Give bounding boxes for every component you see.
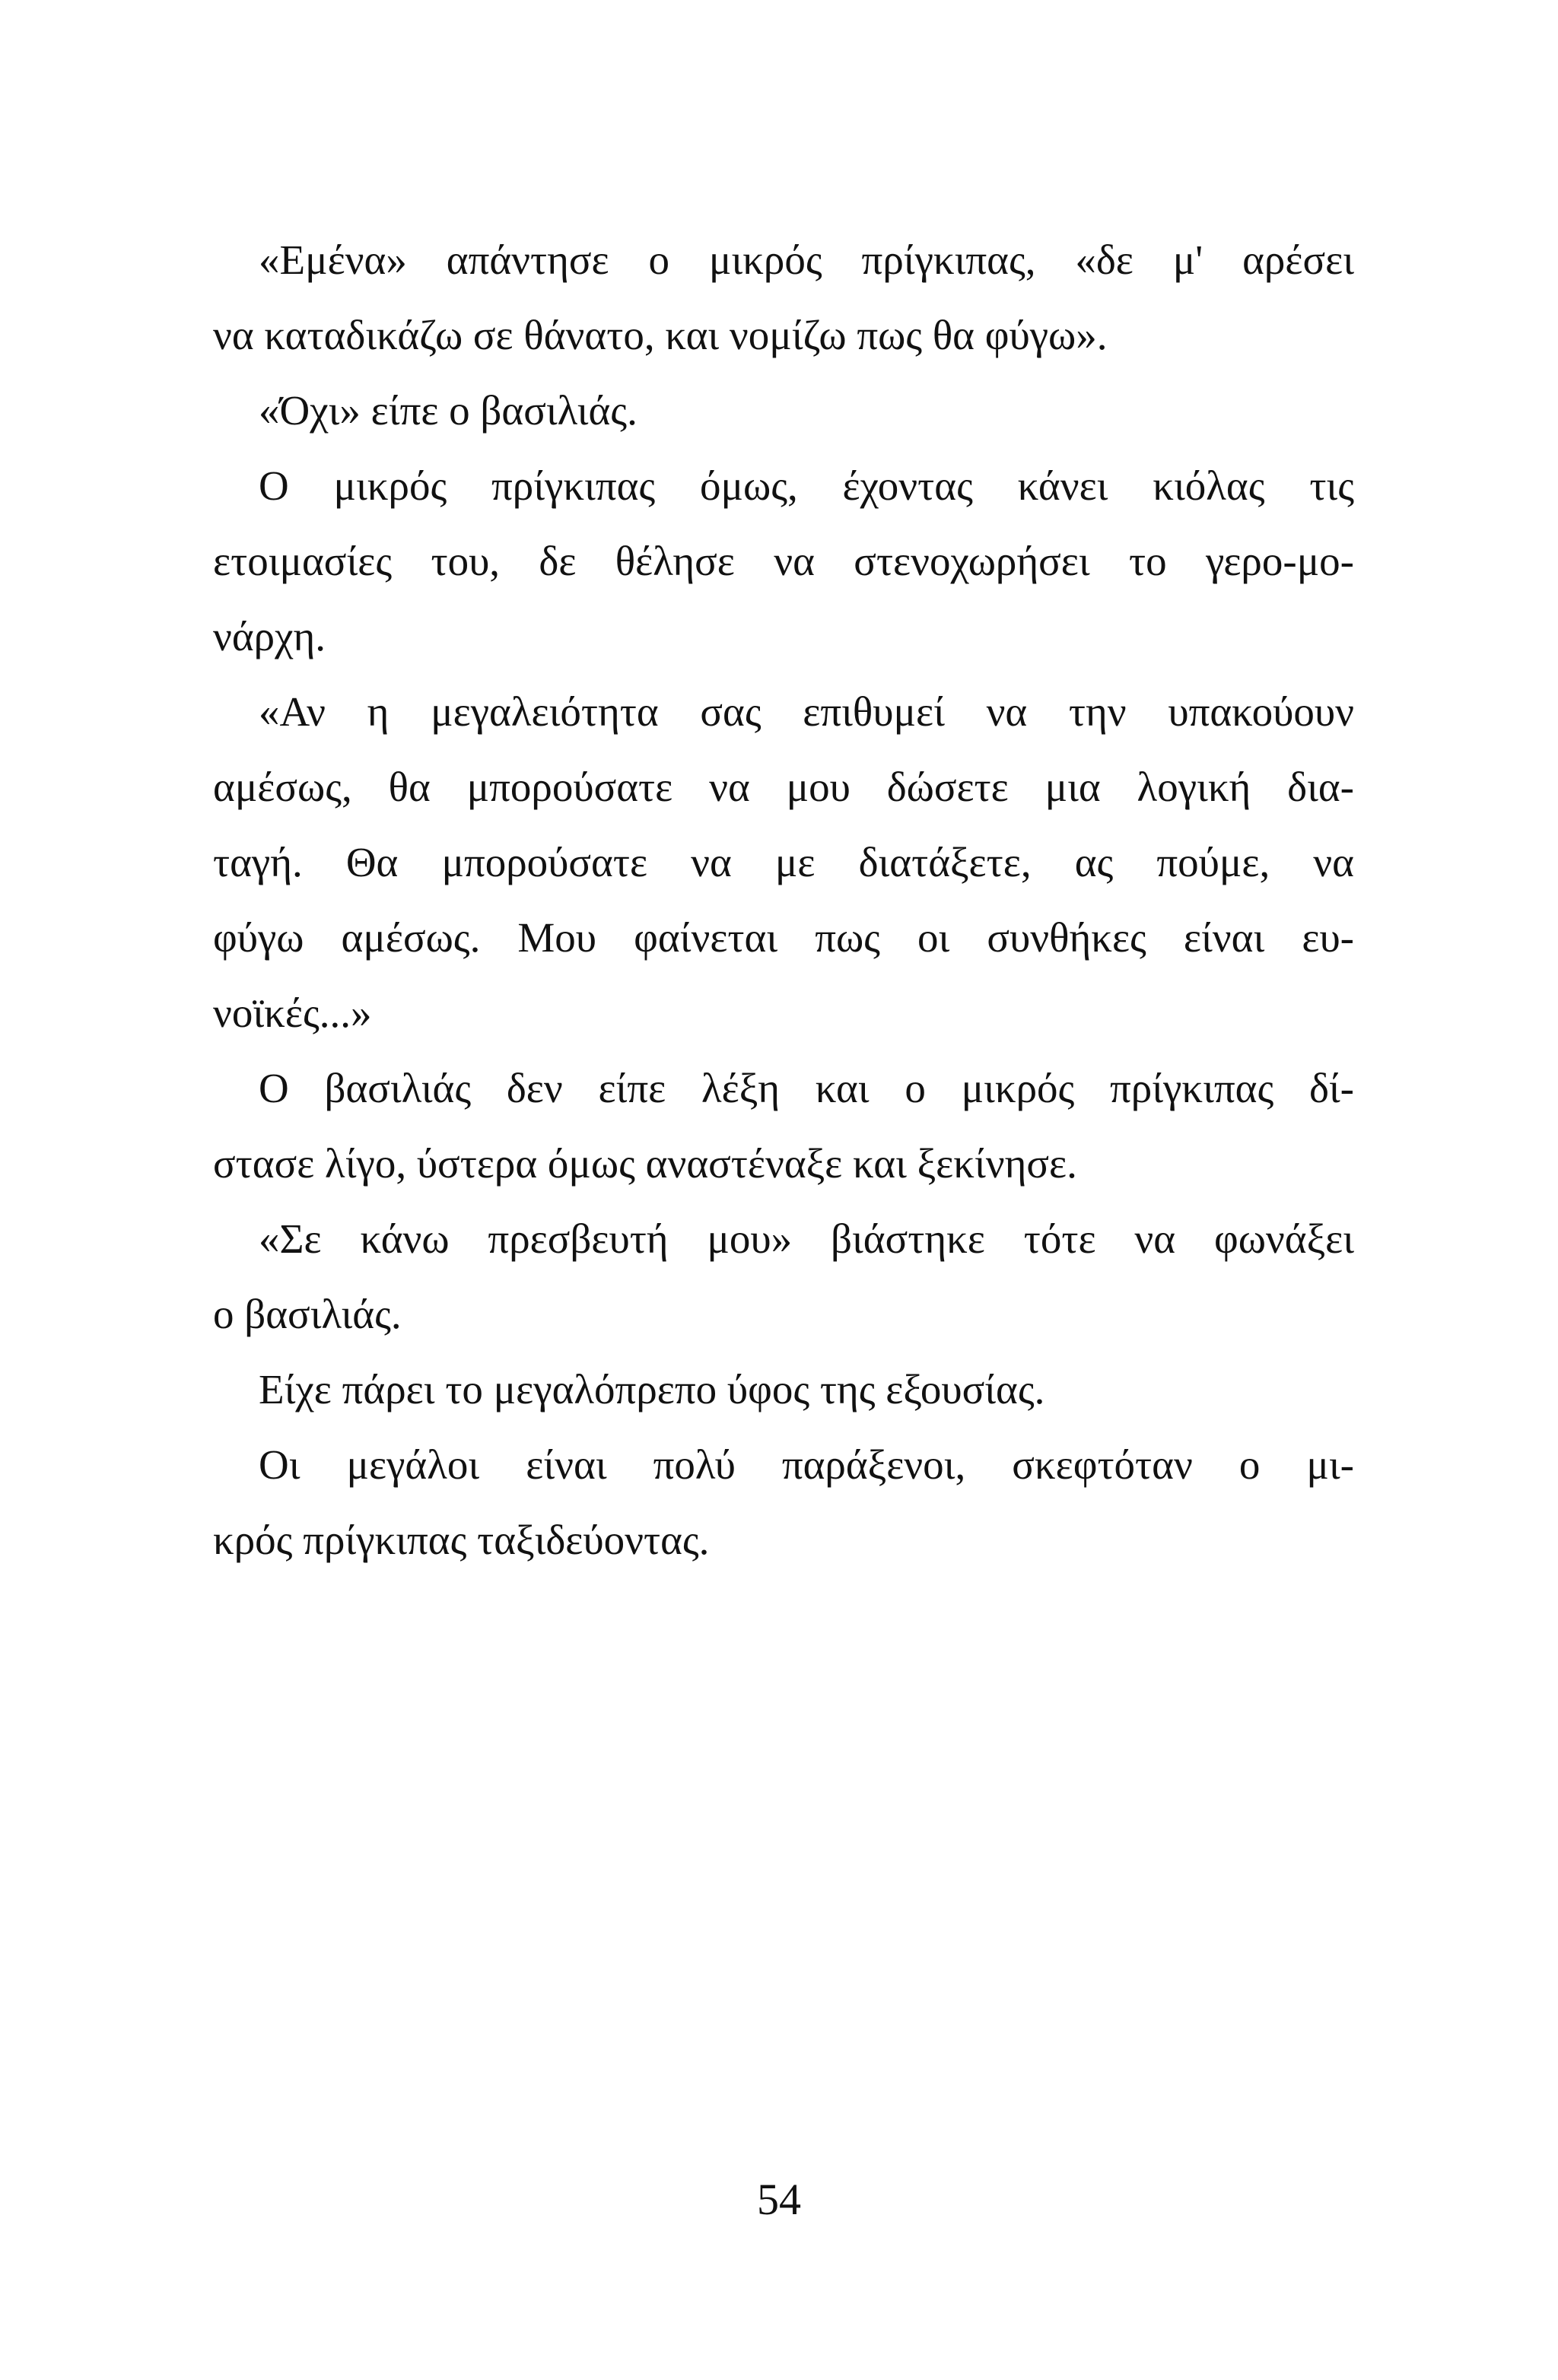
paragraph-2	[213, 373, 1354, 448]
paragraph-3	[213, 448, 1354, 674]
paragraph-7	[213, 1352, 1354, 1427]
page-number: 54	[757, 2175, 801, 2224]
text-line: «Όχι» είπε ο βασιλιάς.	[259, 387, 638, 434]
text-line: «Εμένα» απάντησε ο μικρός πρίγκιπας, «δε μ' αρέσει	[259, 237, 1354, 283]
text-line: Είχε πάρει το μεγαλόπρεπο ύφος της εξουσίας.	[259, 1366, 1045, 1412]
text-line: φύγω αμέσως. Μου φαίνεται πως οι συνθήκες είναι ευ-	[213, 914, 1354, 961]
paragraph-1	[213, 222, 1354, 373]
text-line: κρός πρίγκιπας ταξιδεύοντας.	[213, 1517, 710, 1563]
paragraph-5	[213, 1050, 1354, 1201]
text-line: ετοιμασίες του, δε θέλησε να στενοχωρήσει το γερο-μο-	[213, 538, 1354, 584]
paragraph-6	[213, 1201, 1354, 1352]
text-line: «Σε κάνω πρεσβευτή μου» βιάστηκε τότε να φωνάξει	[259, 1215, 1354, 1262]
text-line: στασε λίγο, ύστερα όμως αναστέναξε και ξεκίνησε.	[213, 1140, 1077, 1187]
text-line: ταγή. Θα μπορούσατε να με διατάξετε, ας πούμε, να	[213, 839, 1354, 885]
paragraph-4	[213, 674, 1354, 1050]
text-line: νάρχη.	[213, 613, 326, 659]
text-line: Ο βασιλιάς δεν είπε λέξη και ο μικρός πρίγκιπας δί-	[259, 1065, 1354, 1111]
text-line: να καταδικάζω σε θάνατο, και νομίζω πως θα φύγω».	[213, 312, 1108, 358]
text-line: Ο μικρός πρίγκιπας όμως, έχοντας κάνει κιόλας τις	[259, 462, 1354, 509]
text-line: Οι μεγάλοι είναι πολύ παράξενοι, σκεφτόταν ο μι-	[259, 1441, 1354, 1488]
text-line: ο βασιλιάς.	[213, 1291, 402, 1337]
body-text	[213, 222, 1354, 1578]
text-line: «Αν η μεγαλειότητα σας επιθυμεί να την υπακούουν	[259, 688, 1354, 735]
paragraph-8	[213, 1427, 1354, 1578]
text-line: αμέσως, θα μπορούσατε να μου δώσετε μια λογική δια-	[213, 764, 1354, 810]
text-line: νοϊκές...»	[213, 990, 372, 1036]
